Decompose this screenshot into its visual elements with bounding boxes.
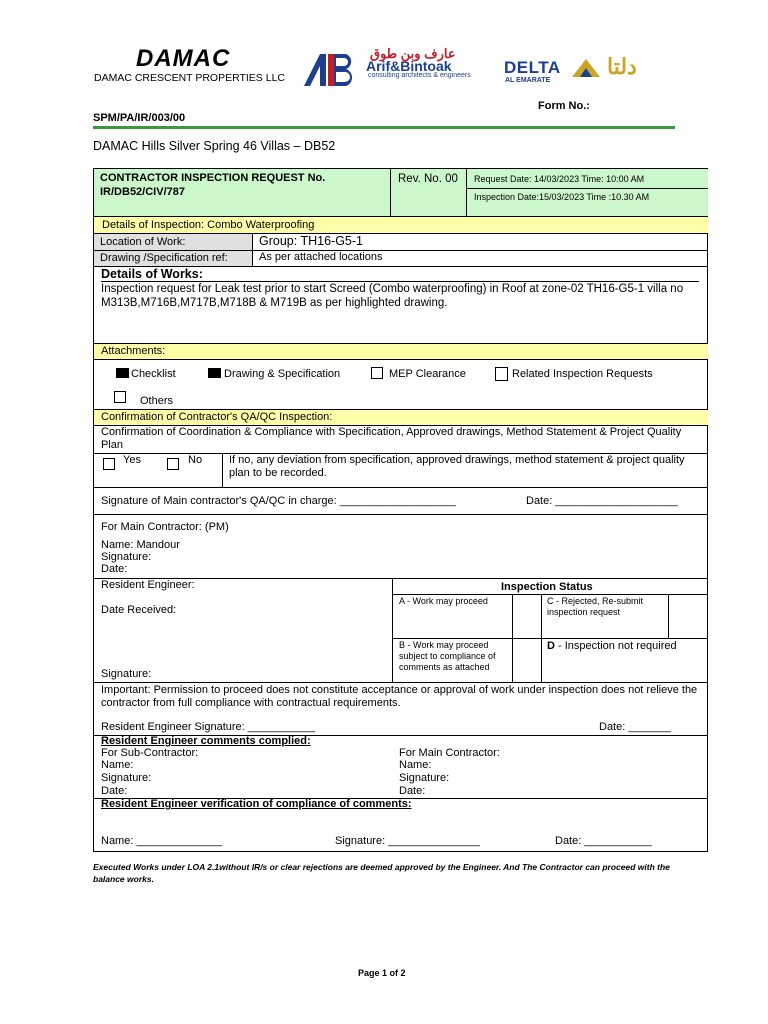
qaqc-confirmation-text: Confirmation of Coordination & Compliance with Specification, Approved drawings, Method Statement & Project Quality Plan [101,426,682,451]
date-received-label: Date Received: [101,604,177,616]
arif-bintoak-arabic-name: عارف وبن طوق [370,46,456,61]
sub-contractor-signature: Signature: [101,772,152,784]
re-verification-heading: Resident Engineer verification of compliance of comments: [101,798,412,810]
attachments-row [94,344,708,359]
drawing-label: Drawing /Specification ref: [100,252,228,264]
verification-signature-line: Signature: _______________ [335,835,480,847]
drawing-spec-checkbox[interactable] [208,368,221,378]
details-of-works-text: Inspection request for Leak test prior to start Screed (Combo waterproofing) in Roof at zone-02 TH16-G5-1 villa no M313B,M716B,M717B,M718B & M719B as per highlighted drawing. [101,283,684,309]
drawing-spec-label: Drawing & Specification [224,368,341,380]
important-notice: Important: Permission to proceed does not constitute acceptance or approval of work under inspection does not relieve the contractor from full compliance with contractual requirements. [101,684,698,709]
others-checkbox[interactable] [114,391,126,403]
resident-engineer-signature-label: Signature: [101,668,152,680]
attachments-label: Attachments: [101,345,166,357]
delta-subtitle: AL EMARATE [505,77,551,84]
sub-contractor-label: For Sub-Contractor: [101,747,199,759]
main-contractor-name-2: Name: [399,759,432,771]
damac-company-name: DAMAC CRESCENT PROPERTIES LLC [94,72,285,84]
drawing-value: As per attached locations [259,251,383,263]
deviation-text: If no, any deviation from specification, approved drawings, method statement & project quality plan to be recorded. [229,454,685,479]
ir-number: IR/DB52/CIV/787 [100,186,185,198]
qaqc-heading: Confirmation of Contractor's QA/QC Inspection: [101,411,333,423]
no-checkbox[interactable] [167,458,179,470]
main-contractor-pm-label: For Main Contractor: (PM) [101,521,229,533]
others-label: Others [140,395,174,407]
status-a-work-may-proceed: A - Work may proceed [399,596,488,606]
details-of-inspection: Details of Inspection: Combo Waterproofing [102,219,315,231]
delta-arabic-name: دلتا [607,54,637,79]
qaqc-date-line: Date: ____________________ [526,495,678,507]
checklist-label: Checklist [131,368,176,380]
verification-name-line: Name: ______________ [101,835,223,847]
location-label: Location of Work: [100,236,186,248]
delta-triangle-icon [570,58,602,78]
arif-bintoak-tagline: consulting architects & engineers [368,72,471,79]
status-b-proceed-with-comments: B - Work may proceed subject to compliance of comments as attached [399,640,496,672]
main-contractor-label-2: For Main Contractor: [399,747,500,759]
yes-checkbox[interactable] [103,458,115,470]
header-divider [93,126,675,129]
inspection-status-heading: Inspection Status [501,581,593,593]
related-requests-label: Related Inspection Requests [512,368,653,380]
checklist-checkbox[interactable] [116,368,129,378]
arif-bintoak-logo-icon [302,52,362,88]
main-contractor-date: Date: [101,563,128,575]
inspection-request-form [93,168,708,852]
arif-bintoak-name: Arif&Bintoak [366,58,452,74]
no-label: No [188,454,203,466]
resident-engineer-label: Resident Engineer: [101,579,195,591]
sub-contractor-name: Name: [101,759,134,771]
location-value: Group: TH16-G5-1 [259,234,363,248]
delta-logo: DELTA [504,58,561,77]
project-title: DAMAC Hills Silver Spring 46 Villas – DB52 [93,139,336,153]
mep-clearance-label: MEP Clearance [389,368,466,380]
resident-engineer-signature-line: Resident Engineer Signature: ___________ [101,721,316,733]
yes-label: Yes [123,454,141,466]
damac-logo: DAMAC [136,45,231,72]
footnote: Executed Works under LOA 2.1without IR/s or clear rejections are deemed approved by the Engineer. And The Contractor can proceed with the balance works. [93,862,670,884]
re-comments-complied-heading: Resident Engineer comments complied: [101,735,311,747]
request-date: Request Date: 14/03/2023 Time: 10:00 AM [474,174,645,184]
qaqc-signature-line: Signature of Main contractor's QA/QC in charge: ___________________ [101,495,456,507]
inspection-date: Inspection Date:15/03/2023 Time :10.30 AM [474,192,650,202]
main-contractor-date-2: Date: [399,785,426,797]
main-contractor-name: Name: Mandour [101,539,180,551]
page-number: Page 1 of 2 [358,968,406,978]
resident-engineer-date-line: Date: _______ [599,721,672,733]
status-c-rejected: C - Rejected, Re-submit inspection request [547,596,644,617]
main-contractor-signature: Signature: [101,551,152,563]
form-number-label: Form No.: [538,100,590,112]
details-of-works-heading: Details of Works: [101,267,203,281]
document-reference: SPM/PA/IR/003/00 [93,112,186,124]
form-title: CONTRACTOR INSPECTION REQUEST No. [100,172,326,184]
verification-date-line: Date: ___________ [555,835,652,847]
main-contractor-signature-2: Signature: [399,772,450,784]
mep-clearance-checkbox[interactable] [371,367,383,379]
status-d-not-required: D - Inspection not required [547,640,677,652]
related-requests-checkbox[interactable] [495,367,508,381]
sub-contractor-date: Date: [101,785,128,797]
revision-number: Rev. No. 00 [398,173,458,185]
